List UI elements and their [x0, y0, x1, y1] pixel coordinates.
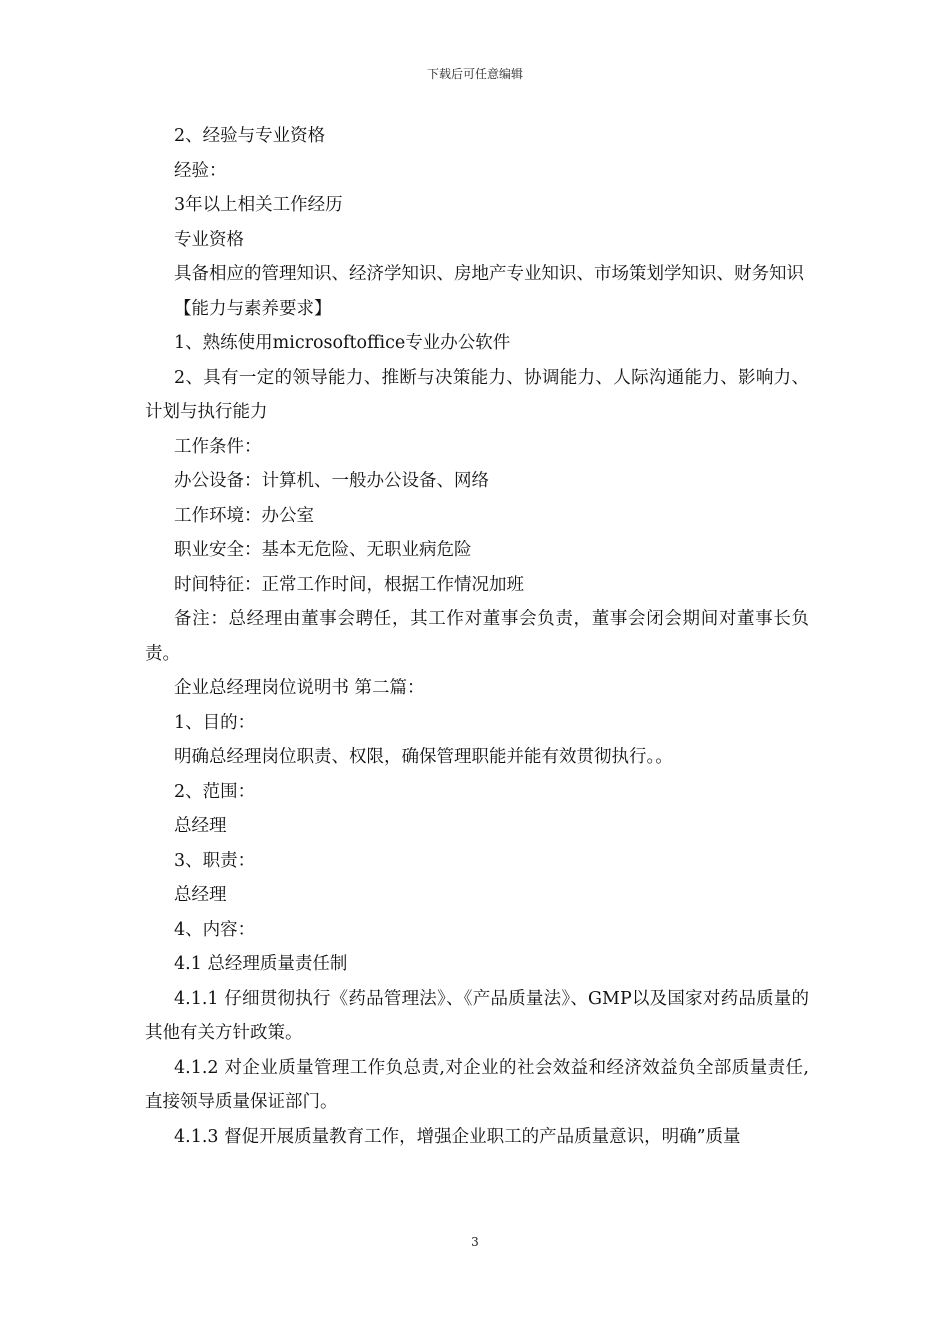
paragraph: 工作环境：办公室 [174, 505, 314, 526]
paragraph: 备注：总经理由董事会聘任，其工作对董事会负责，董事会闭会期间对董事长负责。 [145, 609, 809, 664]
paragraph: 4.1.3 督促开展质量教育工作，增强企业职工的产品质量意识，明确”质量 [174, 1126, 741, 1147]
paragraph: 4.1.2 对企业质量管理工作负总责,对企业的社会效益和经济效益负全部质量责任,直接领导质量保证部门。 [145, 1057, 809, 1112]
paragraph: 时间特征：正常工作时间，根据工作情况加班 [174, 574, 524, 595]
paragraph: 总经理 [174, 816, 227, 836]
paragraph: 2、具有一定的领导能力、推断与决策能力、协调能力、人际沟通能力、影响力、计划与执行能力 [145, 367, 809, 422]
page-header: 下载后可任意编辑 [426, 67, 523, 81]
paragraph: 专业资格 [174, 229, 244, 250]
paragraph: 工作条件： [174, 436, 262, 457]
paragraph: 总经理 [174, 885, 227, 905]
paragraph: 4.1 总经理质量责任制 [174, 954, 348, 974]
paragraph: 具备相应的管理知识、经济学知识、房地产专业知识、市场策划学知识、财务知识 [174, 264, 804, 284]
paragraph: 4.1.1 仔细贯彻执行《药品管理法》、《产品质量法》、GMP以及国家对药品质量的其他有关方针政策。 [145, 988, 809, 1043]
paragraph: 1、熟练使用microsoftoffice专业办公软件 [174, 333, 511, 353]
paragraph: 明确总经理岗位职责、权限，确保管理职能并能有效贯彻执行。。 [174, 747, 673, 767]
paragraph: 经验： [174, 160, 227, 181]
paragraph: 2、范围： [174, 781, 256, 802]
section-heading: 【能力与素养要求】 [174, 298, 332, 319]
paragraph: 3、职责： [174, 850, 256, 871]
page-number: 3 [471, 1235, 479, 1249]
paragraph: 2、经验与专业资格 [174, 126, 326, 146]
paragraph: 办公设备：计算机、一般办公设备、网络 [174, 471, 489, 491]
paragraph: 3年以上相关工作经历 [174, 195, 343, 215]
paragraph: 1、目的： [174, 712, 256, 733]
section-heading: 企业总经理岗位说明书 第二篇： [174, 678, 425, 698]
paragraph: 4、内容： [174, 919, 256, 940]
paragraph: 职业安全：基本无危险、无职业病危险 [174, 540, 472, 560]
document-body [145, 119, 809, 1154]
